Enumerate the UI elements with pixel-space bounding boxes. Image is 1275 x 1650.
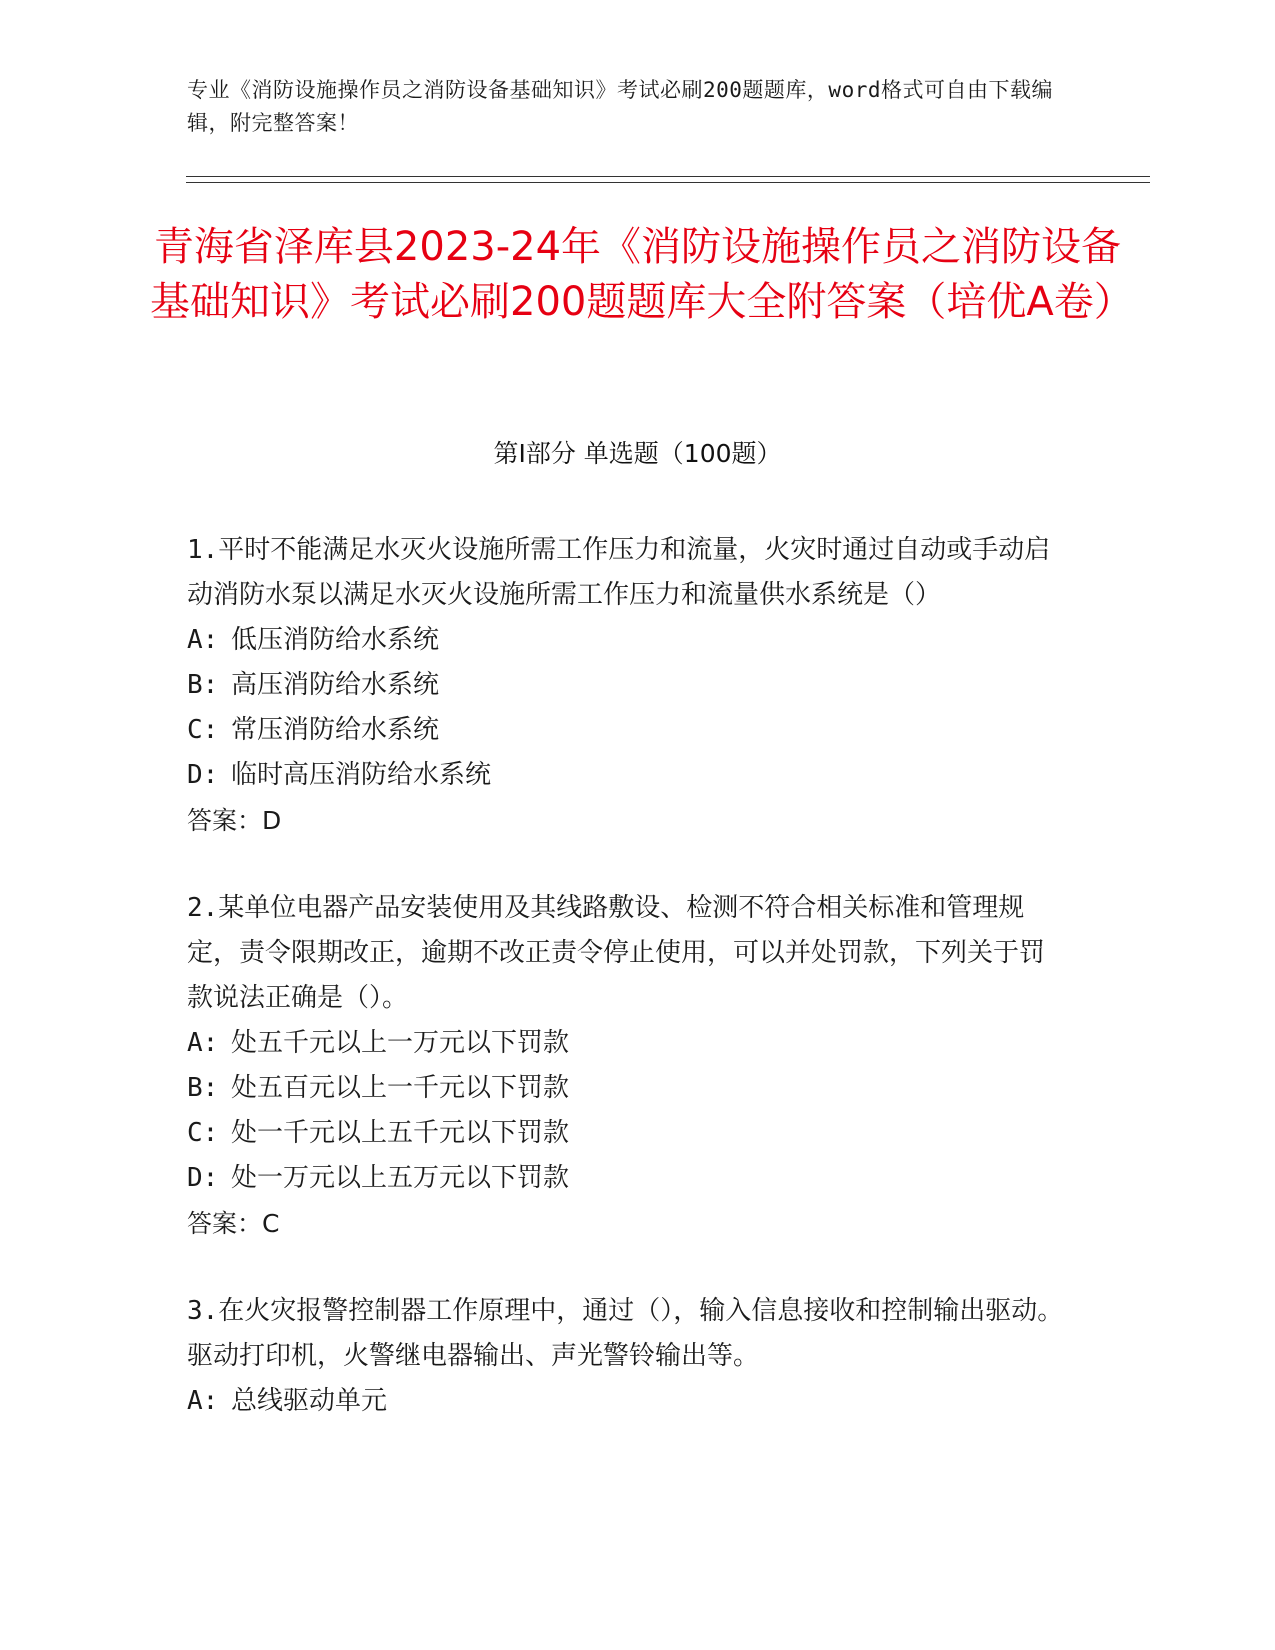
option-key: C: (187, 1118, 219, 1148)
option-c (187, 708, 1067, 753)
option-a (187, 618, 1067, 663)
question-stem: 3.在火灾报警控制器工作原理中，通过（），输入信息接收和控制输出驱动。驱动打印机，火警继电器输出、声光警铃输出等。 (187, 1296, 1064, 1371)
document-title: 青海省泽库县2023-24年《消防设施操作员之消防设备基础知识》考试必刷200题题库大全附答案（培优A卷） (150, 224, 1134, 325)
section-heading: 第I部分 单选题（100题） (493, 439, 782, 468)
question-stem: 1.平时不能满足水灭火设施所需工作压力和流量，火灾时通过自动或手动启动消防水泵以满足水灭火设施所需工作压力和流量供水系统是（） (187, 535, 1051, 610)
option-d (187, 1156, 1067, 1201)
option-text: 处一万元以上五万元以下罚款 (231, 1163, 570, 1193)
question-list (187, 528, 1067, 1467)
option-b (187, 663, 1067, 708)
option-key: A: (187, 1028, 219, 1058)
option-c (187, 1111, 1067, 1156)
question-2 (187, 886, 1067, 1246)
header-rule-top (186, 176, 1150, 177)
option-text: 低压消防给水系统 (231, 625, 440, 655)
question-stem: 2.某单位电器产品安装使用及其线路敷设、检测不符合相关标准和管理规定，责令限期改正，逾期不改正责令停止使用，可以并处罚款，下列关于罚款说法正确是（）。 (187, 893, 1046, 1013)
option-a (187, 1021, 1067, 1066)
option-key: A: (187, 625, 219, 655)
answer-line: 答案：C (187, 1209, 280, 1238)
option-key: D: (187, 760, 219, 790)
option-text: 处五千元以上一万元以下罚款 (231, 1028, 570, 1058)
option-text: 高压消防给水系统 (231, 670, 440, 700)
option-text: 处五百元以上一千元以下罚款 (231, 1073, 570, 1103)
option-a (187, 1379, 1067, 1424)
option-text: 常压消防给水系统 (231, 715, 440, 745)
option-key: C: (187, 715, 219, 745)
option-key: D: (187, 1163, 219, 1193)
header-note: 专业《消防设施操作员之消防设备基础知识》考试必刷200题题库，word格式可自由下载编辑，附完整答案！ (187, 78, 1053, 135)
option-text: 处一千元以上五千元以下罚款 (231, 1118, 570, 1148)
option-key: A: (187, 1386, 219, 1416)
option-text: 临时高压消防给水系统 (231, 760, 492, 790)
option-key: B: (187, 1073, 219, 1103)
option-key: B: (187, 670, 219, 700)
question-3 (187, 1289, 1067, 1424)
header-rule-bottom (186, 182, 1150, 183)
option-d (187, 753, 1067, 798)
option-b (187, 1066, 1067, 1111)
question-1 (187, 528, 1067, 843)
option-text: 总线驱动单元 (231, 1386, 388, 1416)
answer-line: 答案：D (187, 806, 282, 835)
